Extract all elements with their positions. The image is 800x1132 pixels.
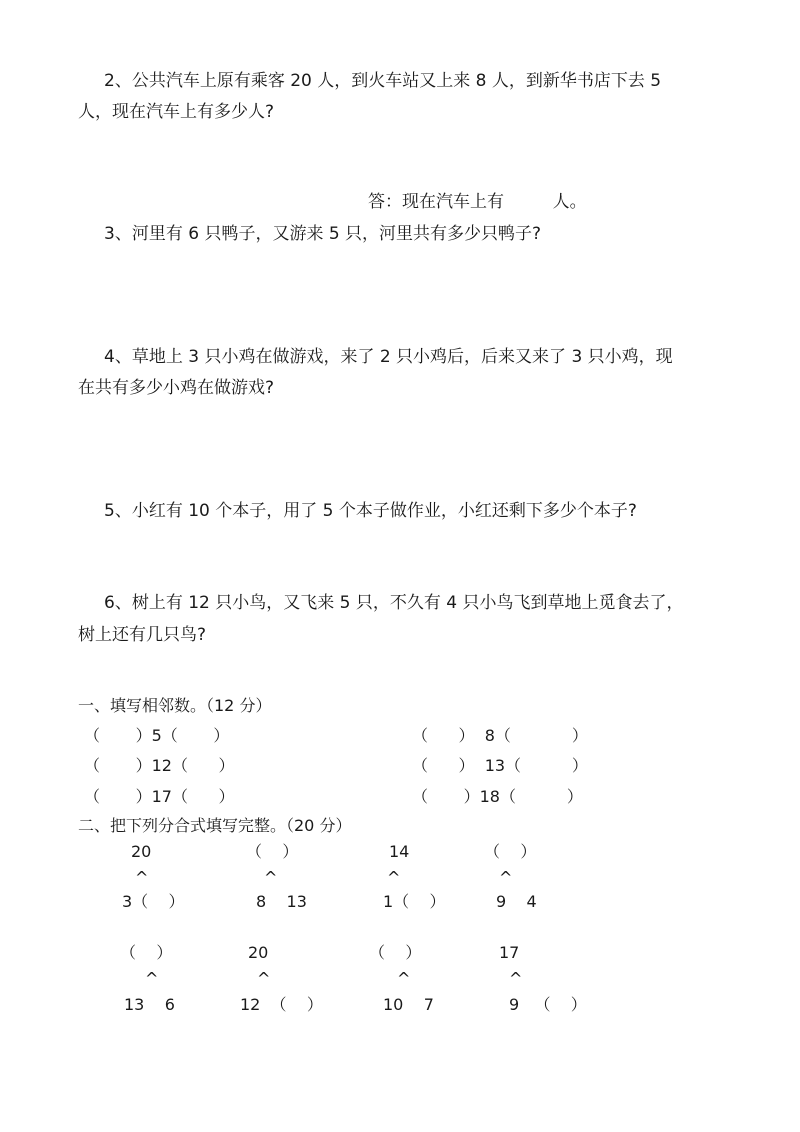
problem-2-line-2: 人，现在汽车上有多少人? [78,102,275,122]
split-1-caret: ^ [135,868,149,887]
neighbor-row-2-right: （ ） 13（ ） [412,756,588,775]
problem-4-line-2: 在共有多少小鸡在做游戏? [78,378,275,398]
problem-2-line-1: 2、公共汽车上原有乘客 20 人，到火车站又上来 8 人，到新华书店下去 5 [104,71,662,91]
problem-2-answer: 答：现在汽车上有 人。 [368,192,587,212]
split-7-caret: ^ [397,969,411,988]
split-8-caret: ^ [509,969,523,988]
split-4-top: （ ） [484,842,537,861]
neighbor-row-3-left: （ ）17（ ） [84,787,235,806]
split-4-bottom: 9 4 [496,892,537,911]
section-2-title: 二、把下列分合式填写完整。（20 分） [78,816,352,835]
problem-6-line-2: 树上还有几只鸟? [78,625,207,645]
split-3-top: 14 [389,842,410,861]
split-7-bottom: 10 7 [383,995,434,1014]
split-4-caret: ^ [499,868,513,887]
split-1-bottom: 3（ ） [122,892,185,911]
neighbor-row-2-left: （ ）12（ ） [84,756,235,775]
section-1-title: 一、填写相邻数。（12 分） [78,696,272,715]
split-7-top: （ ） [369,943,422,962]
split-3-caret: ^ [387,868,401,887]
split-2-top: （ ） [246,842,299,861]
split-5-top: （ ） [120,943,173,962]
split-2-caret: ^ [264,868,278,887]
split-1-top: 20 [131,842,152,861]
split-3-bottom: 1（ ） [383,892,446,911]
split-8-top: 17 [499,943,520,962]
problem-6-line-1: 6、树上有 12 只小鸟，又飞来 5 只，不久有 4 只小鸟飞到草地上觅食去了， [104,593,684,613]
split-6-top: 20 [248,943,269,962]
split-5-bottom: 13 6 [124,995,175,1014]
problem-4-line-1: 4、草地上 3 只小鸡在做游戏，来了 2 只小鸡后，后来又来了 3 只小鸡，现 [104,347,673,367]
split-6-bottom: 12 （ ） [240,995,323,1014]
neighbor-row-1-left: （ ）5（ ） [84,726,230,745]
split-5-caret: ^ [145,969,159,988]
neighbor-row-3-right: （ ）18（ ） [412,787,583,806]
split-6-caret: ^ [257,969,271,988]
neighbor-row-1-right: （ ） 8（ ） [412,726,588,745]
split-2-bottom: 8 13 [256,892,307,911]
problem-5-line-1: 5、小红有 10 个本子，用了 5 个本子做作业，小红还剩下多少个本子? [104,501,637,521]
split-8-bottom: 9 （ ） [509,995,587,1014]
problem-3-line-1: 3、河里有 6 只鸭子，又游来 5 只，河里共有多少只鸭子? [104,224,542,244]
